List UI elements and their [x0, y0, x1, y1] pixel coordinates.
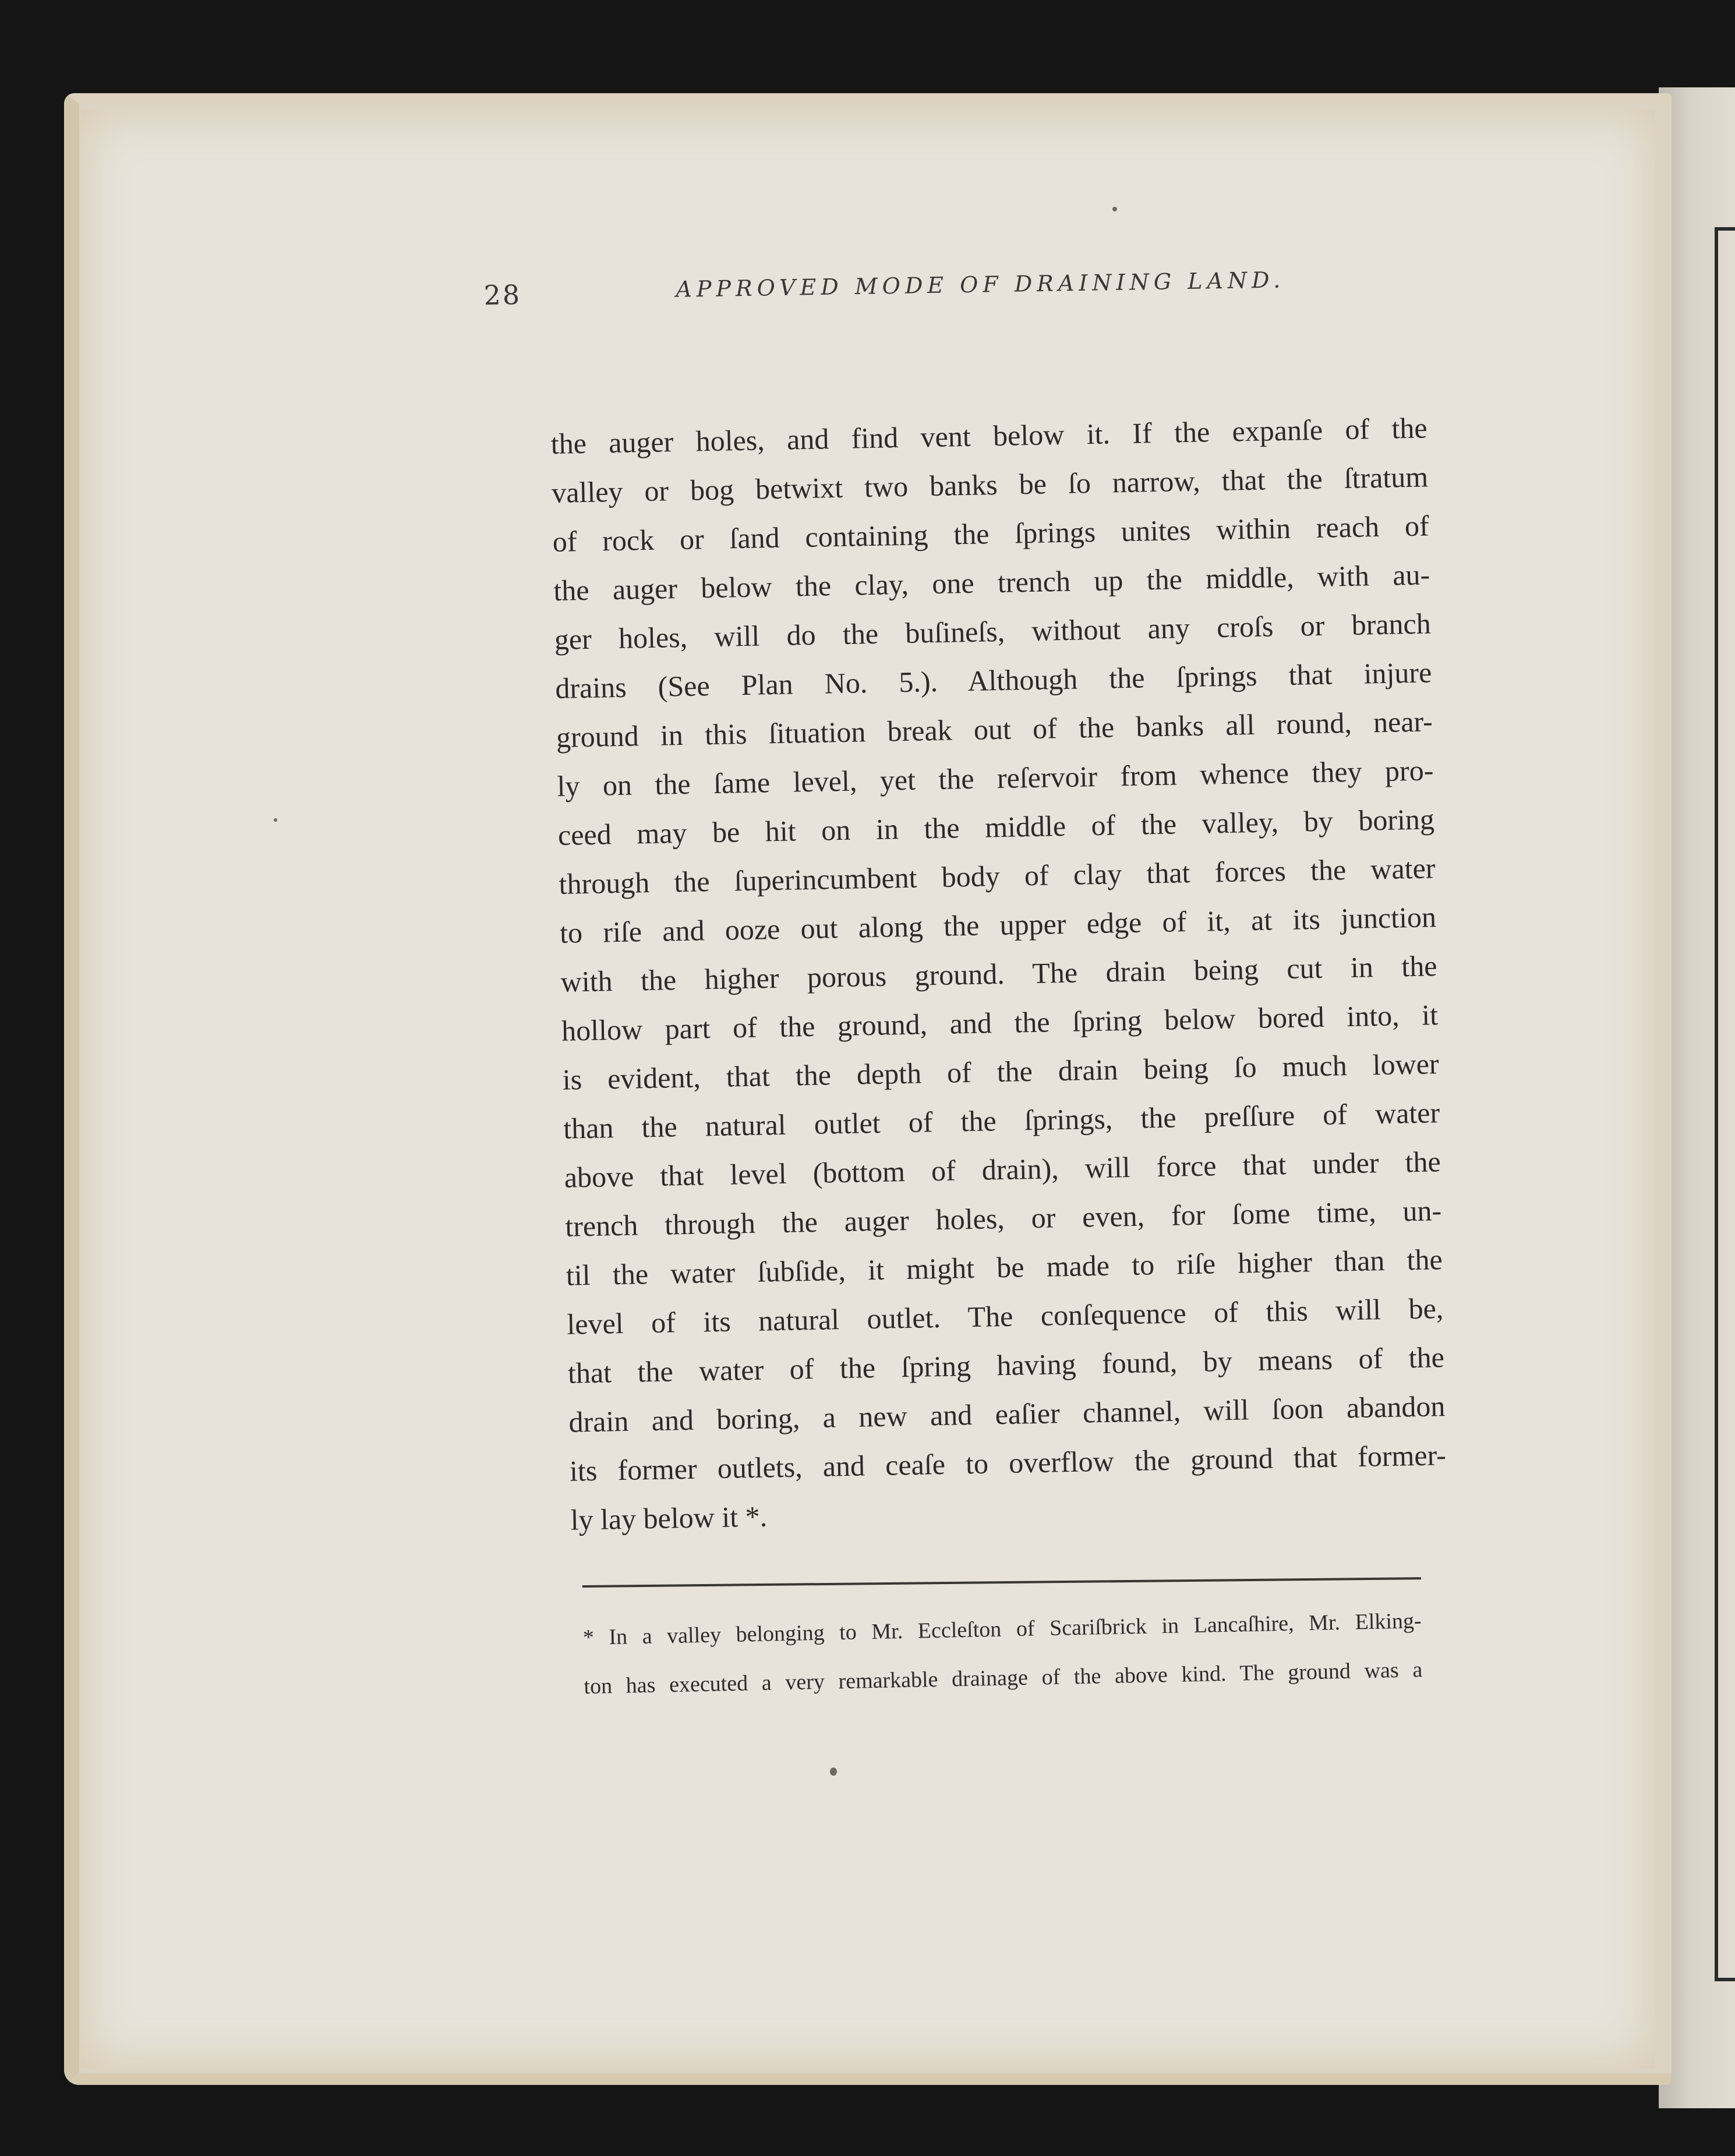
body-line: valley or bog betwixt two banks be ſo narrow, that the ſtratum: [551, 460, 1429, 509]
running-head-title: APPROVED MODE OF DRAINING LAND.: [676, 267, 1285, 302]
paper-spot: [274, 818, 277, 822]
body-line: hollow part of the ground, and the ſpring below bored into, it: [561, 998, 1439, 1047]
body-line: ly lay below it *.: [570, 1500, 768, 1536]
body-text: [550, 403, 1447, 1544]
footnote-line: * In a valley belonging to Mr. Eccleſton of Scariſbrick in Lancaſhire, Mr. Elking-: [582, 1609, 1422, 1650]
paper-spot: [1112, 207, 1117, 211]
body-line: of rock or ſand containing the ſprings unites within reach of: [552, 509, 1430, 558]
body-line: that the water of the ſpring having found, by means of the: [567, 1341, 1445, 1390]
body-line: ceed may be hit on in the middle of the valley, by boring: [557, 803, 1435, 851]
body-line: level of its natural outlet. The conſequence of this will be,: [566, 1292, 1444, 1341]
body-line: the auger holes, and find vent below it. If the expanſe of the: [550, 411, 1428, 460]
body-line: ger holes, will do the buſineſs, without any croſs or branch: [554, 607, 1432, 656]
footnote-line: ton has executed a very remarkable drainage of the above kind. The ground was a: [584, 1657, 1423, 1699]
body-line: drain and boring, a new and eaſier channel, will ſoon abandon: [568, 1390, 1446, 1438]
body-line: ly on the ſame level, yet the reſervoir from whence they pro-: [557, 754, 1434, 803]
body-line: above that level (bottom of drain), will force that under the: [564, 1145, 1441, 1194]
body-line: til the water ſubſide, it might be made to riſe higher than the: [566, 1243, 1443, 1292]
body-line: trench through the auger holes, or even, for ſome time, un-: [564, 1194, 1442, 1243]
body-line: than the natural outlet of the ſprings, the preſſure of water: [563, 1096, 1440, 1145]
paper-spot: [830, 1768, 837, 1776]
body-line: the auger below the clay, one trench up the middle, with au-: [553, 558, 1430, 607]
body-line: ground in this ſituation break out of the banks all round, near-: [556, 705, 1433, 754]
page-number: 28: [483, 278, 522, 311]
body-line: with the higher porous ground. The drain being cut in the: [560, 949, 1437, 998]
plate-frame-border: [1715, 227, 1735, 1981]
body-line: through the ſuperincumbent body of clay that forces the water: [559, 851, 1436, 900]
body-line: to riſe and ooze out along the upper edge of it, at its junction: [559, 900, 1437, 949]
footnote: [582, 1596, 1423, 1711]
body-line: its former outlets, and ceaſe to overflow the ground that former-: [569, 1438, 1447, 1487]
body-line: drains (See Plan No. 5.). Although the ſprings that injure: [554, 656, 1432, 705]
body-line: is evident, that the depth of the drain being ſo much lower: [562, 1047, 1440, 1096]
